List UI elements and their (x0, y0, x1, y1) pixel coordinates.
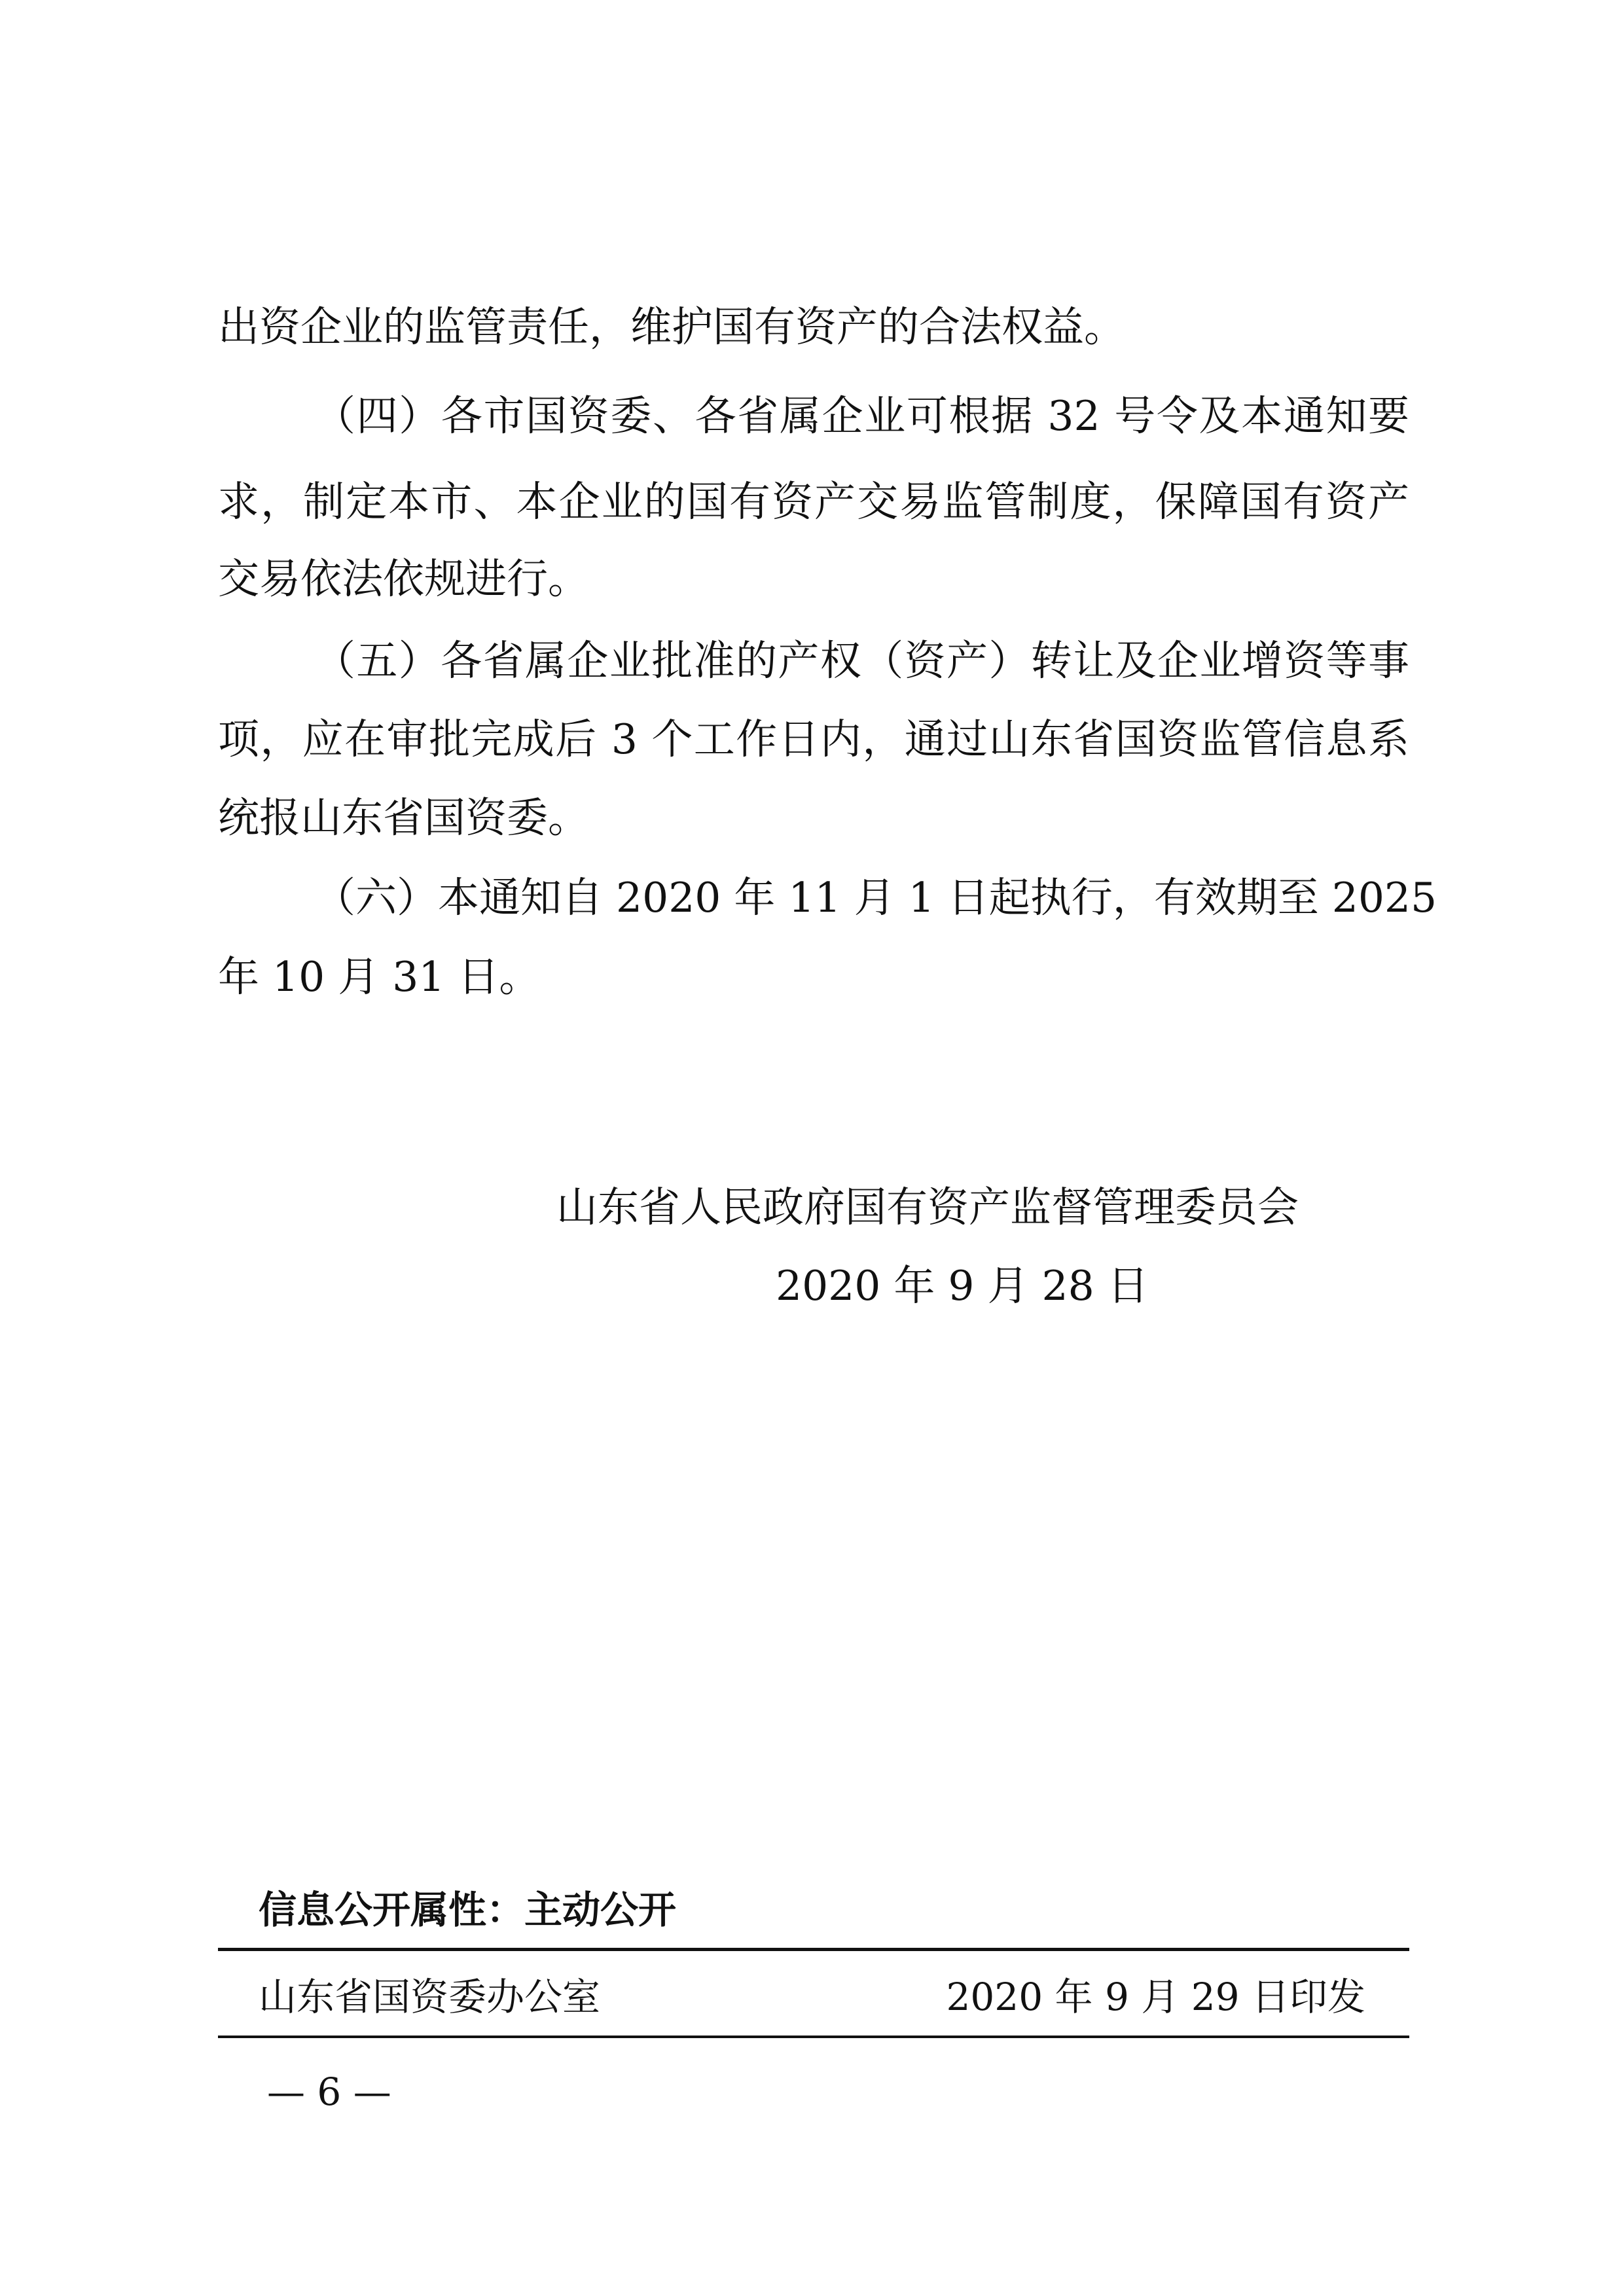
body-line-5: （五）各省属企业批准的产权（资产）转让及企业增资等事 (314, 637, 1409, 685)
body-line-2: （四）各市国资委、各省属企业可根据 32 号令及本通知要 (314, 392, 1409, 440)
body-line-6: 项，应在审批完成后 3 个工作日内，通过山东省国资监管信息系 (218, 715, 1409, 763)
signature-date: 2020 年 9 月 28 日 (776, 1262, 1149, 1310)
page-number: — 6 — (267, 2070, 391, 2114)
footer-top-rule (218, 1948, 1409, 1951)
body-line-3: 求，制定本市、本企业的国有资产交易监管制度，保障国有资产 (218, 478, 1409, 526)
signature-organization: 山东省人民政府国有资产监督管理委员会 (556, 1183, 1299, 1231)
disclosure-attribute: 信息公开属性：主动公开 (259, 1888, 677, 1932)
body-line-8: （六）本通知自 2020 年 11 月 1 日起执行，有效期至 2025 (314, 874, 1437, 922)
body-line-4: 交易依法依规进行。 (218, 555, 589, 603)
body-line-9: 年 10 月 31 日。 (218, 953, 541, 1001)
body-line-1: 出资企业的监管责任，维护国有资产的合法权益。 (218, 303, 1125, 351)
footer-bottom-rule (218, 2036, 1409, 2038)
issuing-office: 山东省国资委办公室 (259, 1975, 601, 2019)
issue-date: 2020 年 9 月 29 日印发 (946, 1975, 1365, 2019)
body-line-7: 统报山东省国资委。 (218, 794, 589, 842)
